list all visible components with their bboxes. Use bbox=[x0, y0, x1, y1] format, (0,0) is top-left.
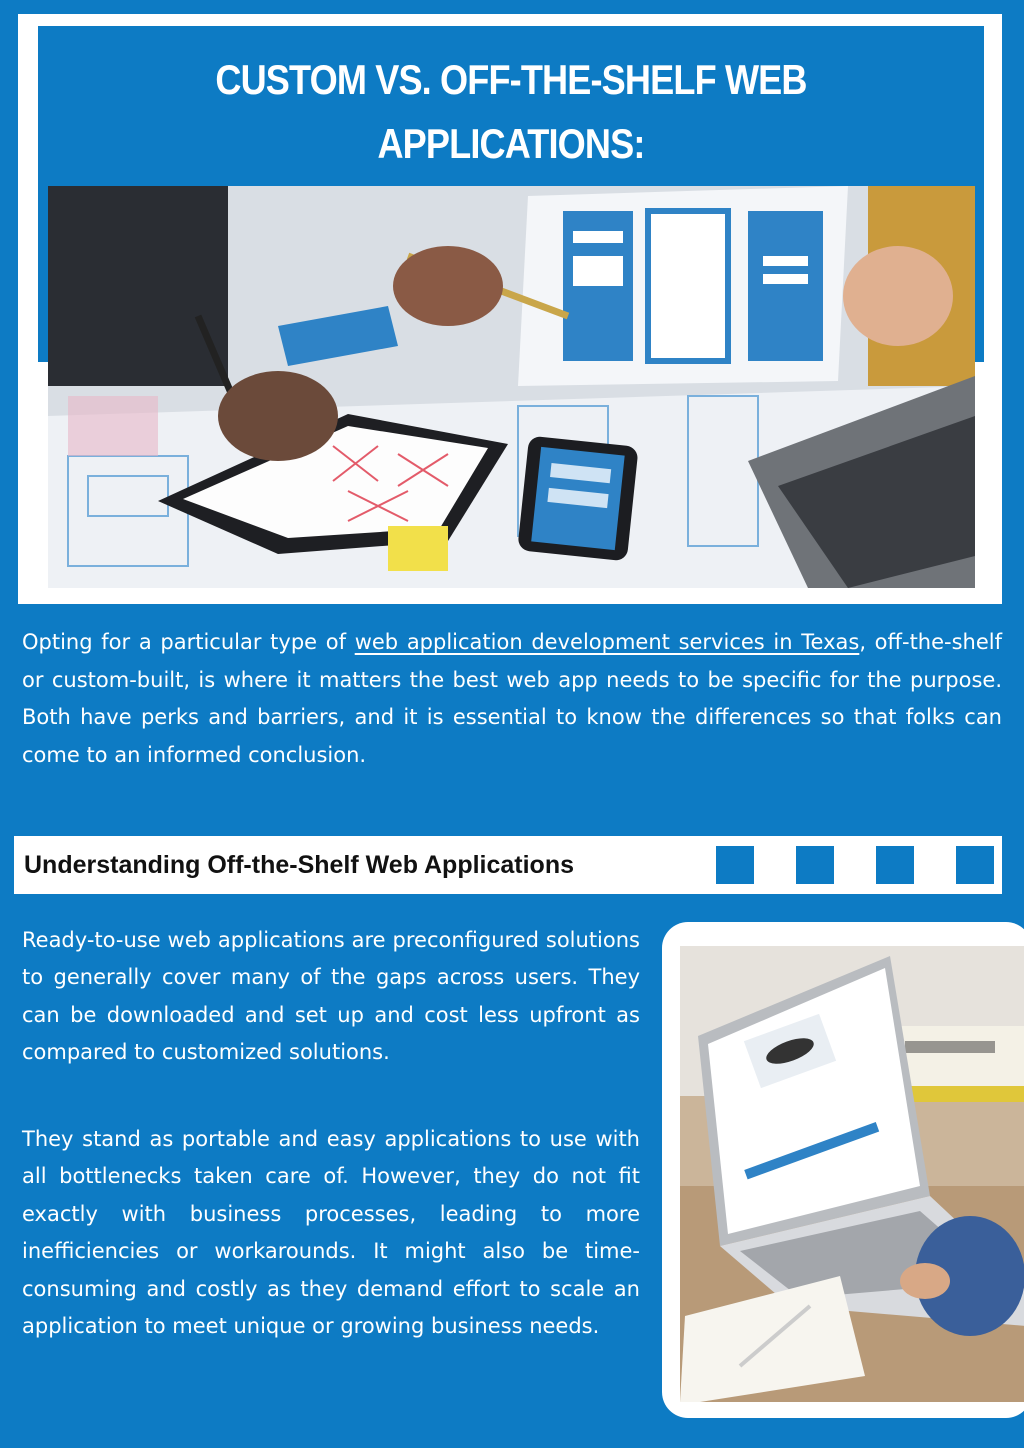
laptop-photo bbox=[680, 946, 1024, 1402]
section-paragraph-2: They stand as portable and easy applications to use with all bottlenecks taken care of. However, they do not fit exactly with business processes, leading to more inefficiencies or workarounds. It might also be time-consuming and costly as they demand effort to scale an application to meet unique or growing business needs. bbox=[22, 1127, 640, 1339]
intro-paragraph bbox=[22, 624, 1002, 774]
section-heading-bar bbox=[14, 836, 1002, 894]
intro-text-end: , off-the-shelf or custom-built, is where it matters the best web app needs to be specific for the purpose. Both have perks and barriers, and it is essential to know the differences so that folks can come to an informed conclusion. bbox=[22, 630, 1003, 767]
hero-image-wireframes bbox=[48, 186, 975, 588]
decorative-square bbox=[876, 846, 914, 884]
decorative-square bbox=[956, 846, 994, 884]
section-paragraph-1: Ready-to-use web applications are preconfigured solutions to generally cover many of the gaps across users. They can be downloaded and set up and cost less upfront as compared to customized solutions. bbox=[22, 928, 640, 1065]
section-heading: Understanding Off-the-Shelf Web Applications bbox=[24, 851, 574, 879]
services-link[interactable]: web application development services in Texas bbox=[354, 630, 860, 654]
decorative-square bbox=[796, 846, 834, 884]
decorative-square bbox=[716, 846, 754, 884]
intro-text-start: Opting for a particular type of bbox=[22, 630, 355, 654]
page-title-line1: CUSTOM VS. OFF-THE-SHELF WEB APPLICATIONS: bbox=[215, 56, 807, 167]
